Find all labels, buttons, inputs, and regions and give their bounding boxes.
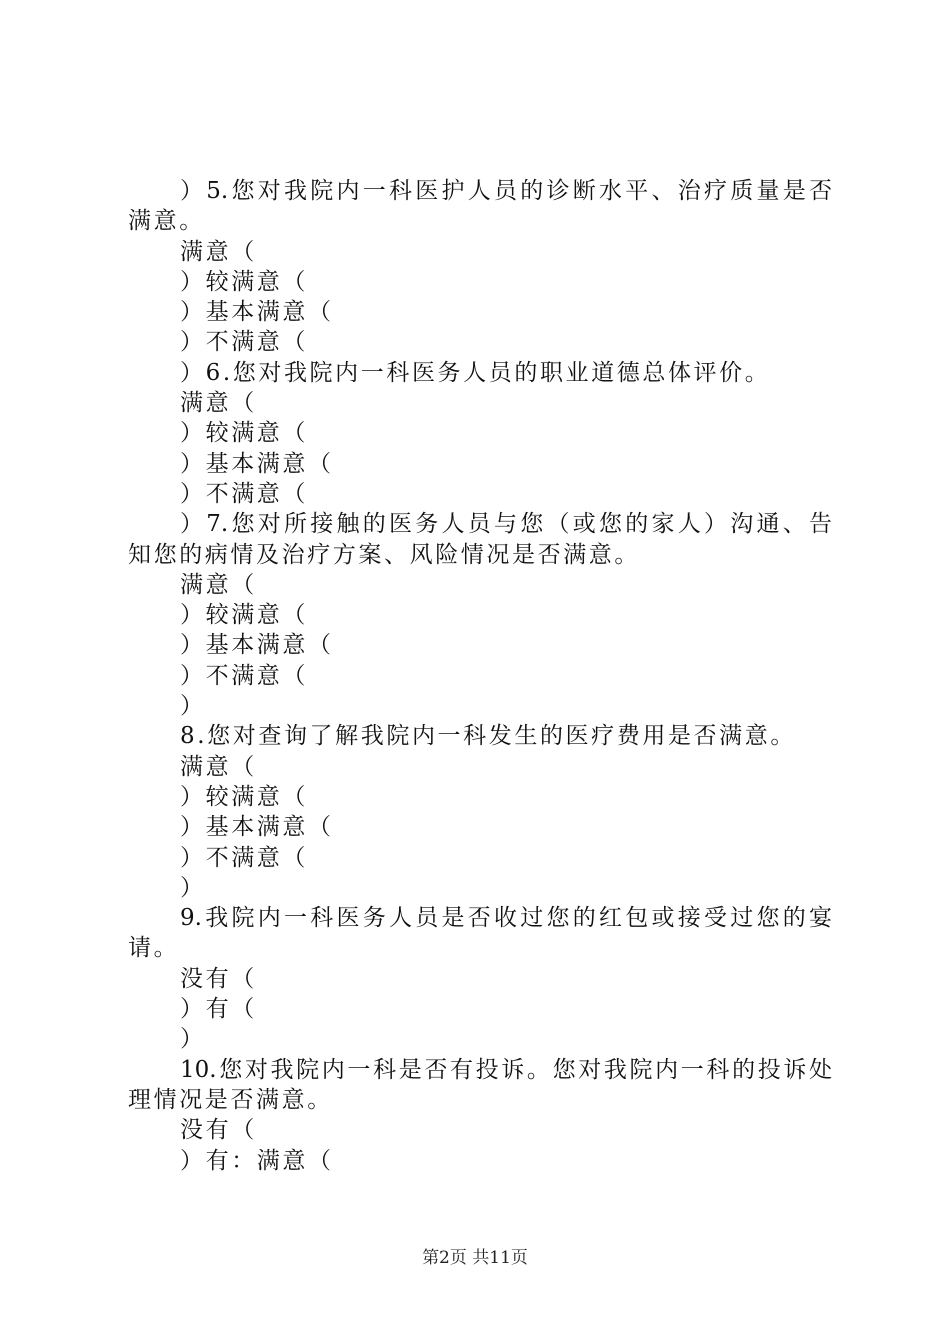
option-line: ）不满意（	[180, 480, 308, 507]
question-10-line-2: 理情况是否满意。	[128, 1086, 333, 1113]
option-line: ）有：满意（	[180, 1147, 334, 1174]
option-line: ）基本满意（	[180, 632, 334, 659]
option-line: ）较满意（	[180, 783, 308, 810]
option-line: 满意（	[180, 571, 257, 598]
option-line: 满意（	[180, 390, 257, 417]
option-line: 满意（	[180, 753, 257, 780]
question-8-line: 8.您对查询了解我院内一科发生的医疗费用是否满意。	[180, 723, 796, 750]
document-body	[128, 176, 832, 1176]
option-line: ）	[180, 693, 206, 720]
option-line: ）基本满意（	[180, 299, 334, 326]
question-9-line-2: 请。	[128, 935, 180, 962]
option-line: 没有（	[180, 965, 257, 992]
option-line: ）较满意（	[180, 420, 308, 447]
option-line: 没有（	[180, 1117, 257, 1144]
question-10-line-1: 10.您对我院内一科是否有投诉。您对我院内一科的投诉处	[180, 1056, 832, 1083]
question-7-line-1: ）7.您对所接触的医务人员与您（或您的家人）沟通、告	[180, 511, 832, 538]
question-6-line: ）6.您对我院内一科医务人员的职业道德总体评价。	[180, 359, 771, 386]
option-line: ）有（	[180, 996, 257, 1023]
question-5-line-2: 满意。	[128, 208, 205, 235]
option-line: ）不满意（	[180, 844, 308, 871]
option-line: ）较满意（	[180, 268, 308, 295]
option-line: 满意（	[180, 238, 257, 265]
option-line: ）基本满意（	[180, 450, 334, 477]
question-5-line-1: ）5.您对我院内一科医护人员的诊断水平、治疗质量是否	[180, 178, 832, 204]
option-line: ）不满意（	[180, 329, 308, 356]
option-line: ）不满意（	[180, 662, 308, 689]
option-line: ）	[180, 874, 206, 901]
question-9-line-1: 9.我院内一科医务人员是否收过您的红包或接受过您的宴	[180, 905, 832, 932]
question-7-line-2: 知您的病情及治疗方案、风险情况是否满意。	[128, 541, 640, 568]
option-line: ）基本满意（	[180, 814, 334, 841]
option-line: ）	[180, 1026, 206, 1053]
page-number-footer: 第2页 共11页	[422, 1248, 528, 1268]
option-line: ）较满意（	[180, 602, 308, 629]
